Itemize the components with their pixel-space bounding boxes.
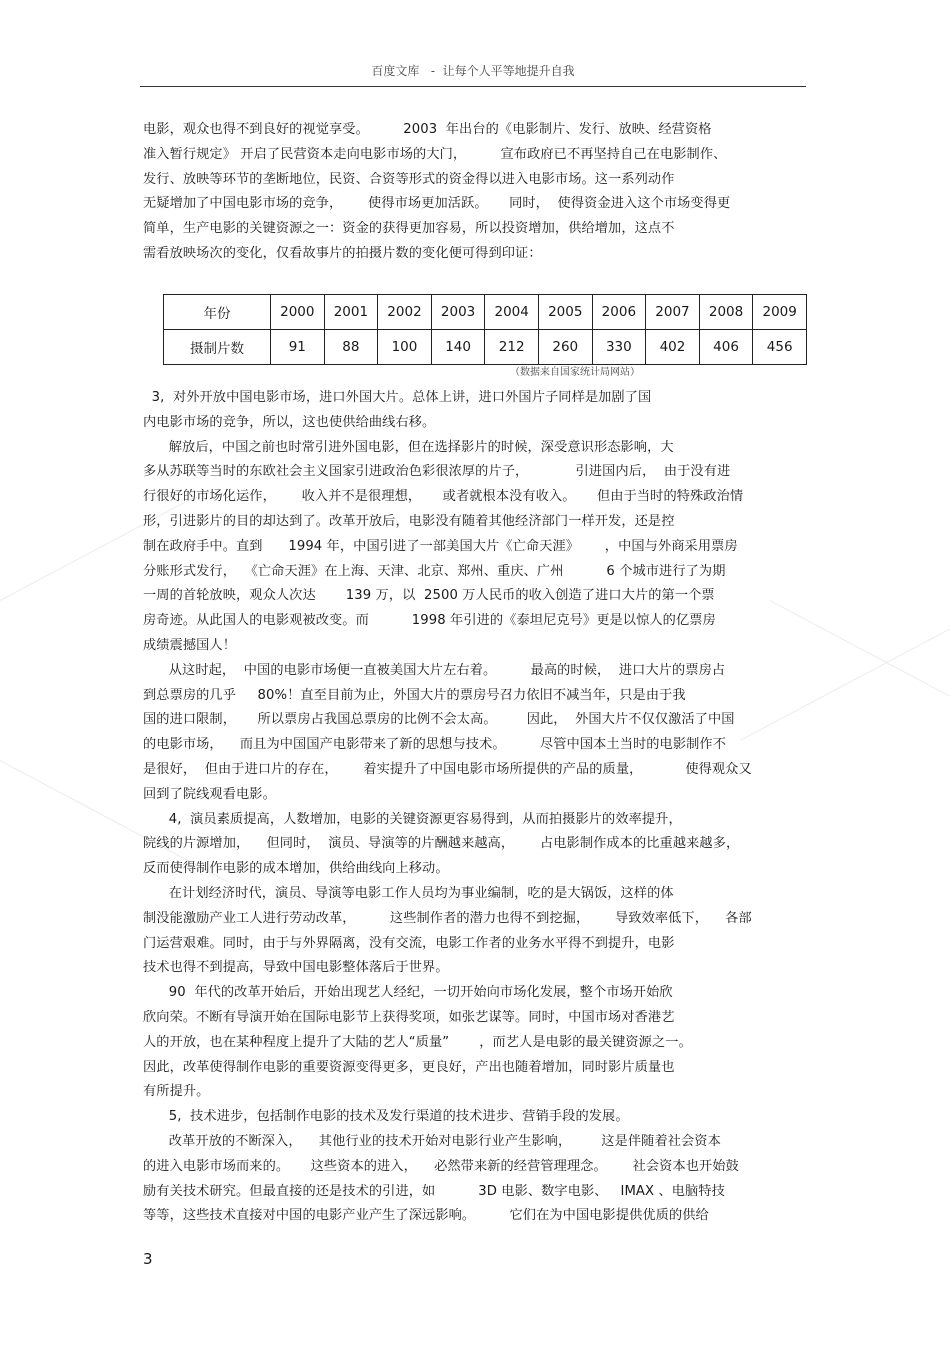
table-header-count: 摄制片数: [164, 330, 271, 365]
text-line: 行很好的市场化运作， 收入并不是很理想， 或者就根本没有收入。 但由于当时的特殊政治情: [143, 489, 744, 505]
text-line: 回到了院线观看电影。: [143, 786, 276, 802]
text-line: 解放后，中国之前也时常引进外国电影，但在选择影片的时候，深受意识形态影响，大: [143, 439, 674, 455]
text-line: 的电影市场， 而且为中国国产电影带来了新的思想与技术。 尽管中国本土当时的电影制作不: [143, 737, 726, 753]
text-line: 欣向荣。不断有导演开始在国际电影节上获得奖项，如张艺谋等。同时，中国市场对香港艺: [143, 1009, 675, 1025]
text-line: 无疑增加了中国电影市场的竞争， 使得市场更加活跃。 同时， 使得资金进入这个市场变得更: [143, 196, 731, 212]
table-cell-count: 402: [646, 330, 700, 365]
table-row-counts: [164, 330, 807, 365]
table-cell-count: 330: [592, 330, 646, 365]
text-line: 房奇迹。从此国人的电影观被改变。而 1998 年引进的《泰坦尼克号》更是以惊人的亿票房: [143, 613, 716, 629]
text-line: 准入暂行规定》 开启了民营资本走向电影市场的大门， 宣布政府已不再坚持自己在电影制作、: [143, 146, 727, 162]
text-line: 形，引进影片的目的却达到了。改革开放后，电影没有随着其他经济部门一样开发，还是控: [143, 513, 675, 529]
page-header: [140, 62, 806, 87]
text-line: 内电影市场的竞争，所以，这也使供给曲线右移。: [143, 414, 436, 430]
table-cell-count: 212: [485, 330, 539, 365]
text-line: 有所提升。: [143, 1084, 210, 1100]
text-line: 门运营艰难。同时，由于与外界隔离，没有交流，电影工作者的业务水平得不到提升，电影: [143, 935, 675, 951]
intro-text: [143, 118, 807, 267]
table-cell-count: 100: [378, 330, 432, 365]
table-cell-year: 2006: [592, 295, 646, 330]
table-cell-count: 260: [538, 330, 592, 365]
table-cell-count: 88: [324, 330, 378, 365]
text-line: 简单，生产电影的关键资源之一：资金的获得更加容易，所以投资增加，供给增加，这点不: [143, 221, 675, 237]
table-row-years: [164, 295, 807, 330]
table-cell-year: 2001: [324, 295, 378, 330]
text-line: 的进入电影市场而来的。 这些资本的进入， 必然带来新的经营管理理念。 社会资本也开始鼓: [143, 1158, 739, 1174]
text-line: 5, 技术进步，包括制作电影的技术及发行渠道的技术进步、营销手段的发展。: [143, 1109, 629, 1125]
film-production-table: [163, 294, 807, 365]
text-line: 3, 对外开放中国电影市场，进口外国大片。总体上讲，进口外国片子同样是加剧了国: [143, 390, 652, 405]
text-line: 发行、放映等环节的垄断地位，民资、合资等形式的资金得以进入电影市场。这一系列动作: [143, 171, 675, 187]
text-line: 技术也得不到提高，导致中国电影整体落后于世界。: [143, 960, 449, 976]
text-line: 励有关技术研究。但最直接的还是技术的引进，如 3D 电影、数字电影、 IMAX 、电脑特技: [143, 1183, 725, 1199]
text-line: 反而使得制作电影的成本增加，供给曲线向上移动。: [143, 861, 449, 877]
header-site: 百度文库: [371, 64, 420, 78]
table-cell-year: 2000: [271, 295, 325, 330]
body-text: [143, 386, 807, 1229]
text-line: 制没能激励产业工人进行劳动改革， 这些制作者的潜力也得不到挖掘， 导致效率低下， 各部: [143, 910, 752, 926]
text-line: 国的进口限制， 所以票房占我国总票房的比例不会太高。 因此， 外国大片不仅仅激活了中国: [143, 712, 735, 728]
text-line: 改革开放的不断深入， 其他行业的技术开始对电影行业产生影响， 这是伴随着社会资本: [143, 1133, 721, 1149]
text-line: 到总票房的几乎 80%！直至目前为止，外国大片的票房号召力依旧不减当年，只是由于我: [143, 687, 686, 703]
table-cell-year: 2002: [378, 295, 432, 330]
text-line: 90 年代的改革开始后，开始出现艺人经纪，一切开始向市场化发展，整个市场开始欣: [143, 985, 673, 1001]
text-line: 在计划经济时代，演员、导演等电影工作人员均为事业编制，吃的是大锅饭，这样的体: [143, 885, 674, 901]
text-line: 成绩震撼国人！: [143, 637, 237, 653]
header-slogan: 让每个人平等地提升自我: [442, 64, 575, 78]
table-cell-year: 2004: [485, 295, 539, 330]
text-line: 一周的首轮放映，观众人次达 139 万，以 2500 万人民币的收入创造了进口大片的第一个票: [143, 588, 715, 604]
text-line: 因此，改革使得制作电影的重要资源变得更多，更良好，产出也随着增加，同时影片质量也: [143, 1059, 675, 1075]
table-source-note: （数据来自国家统计局网站）: [510, 367, 640, 378]
header-separator: -: [430, 64, 435, 78]
table-cell-count: 456: [753, 330, 807, 365]
page-number: 3: [143, 1250, 153, 1268]
text-line: 4, 演员素质提高，人数增加，电影的关键资源更容易得到，从而拍摄影片的效率提升，: [143, 811, 682, 827]
table-cell-year: 2003: [431, 295, 485, 330]
table-cell-count: 91: [271, 330, 325, 365]
text-line: 分账形式发行， 《亡命天涯》在上海、天津、北京、郑州、重庆、广州 6 个城市进行了为期: [143, 563, 726, 579]
text-line: 多从苏联等当时的东欧社会主义国家引进政治色彩很浓厚的片子， 引进国内后， 由于没有进: [143, 464, 731, 480]
text-line: 从这时起， 中国的电影市场便一直被美国大片左右着。 最高的时候， 进口大片的票房占: [143, 662, 726, 678]
table-cell-year: 2007: [646, 295, 700, 330]
table-cell-year: 2005: [538, 295, 592, 330]
text-line: 等等，这些技术直接对中国的电影产业产生了深远影响。 它们在为中国电影提供优质的供给: [143, 1208, 709, 1224]
table-header-year: 年份: [164, 295, 271, 330]
text-line: 电影，观众也得不到良好的视觉享受。 2003 年出台的《电影制片、发行、放映、经营资格: [143, 122, 712, 137]
table-cell-year: 2008: [699, 295, 753, 330]
text-line: 院线的片源增加， 但同时， 演员、导演等的片酬越来越高， 占电影制作成本的比重越来越多，: [143, 836, 740, 852]
text-line: 需看放映场次的变化，仅看故事片的拍摄片数的变化便可得到印证：: [143, 245, 542, 261]
text-line: 人的开放，也在某种程度上提升了大陆的艺人“质量” ，而艺人是电影的最关键资源之一。: [143, 1034, 692, 1050]
text-line: 是很好， 但由于进口片的存在， 着实提升了中国电影市场所提供的产品的质量， 使得观众又: [143, 761, 752, 777]
table-cell-year: 2009: [753, 295, 807, 330]
table-cell-count: 140: [431, 330, 485, 365]
text-line: 制在政府手中。直到 1994 年，中国引进了一部美国大片《亡命天涯》 ，中国与外商采用票房: [143, 538, 738, 554]
table-cell-count: 406: [699, 330, 753, 365]
